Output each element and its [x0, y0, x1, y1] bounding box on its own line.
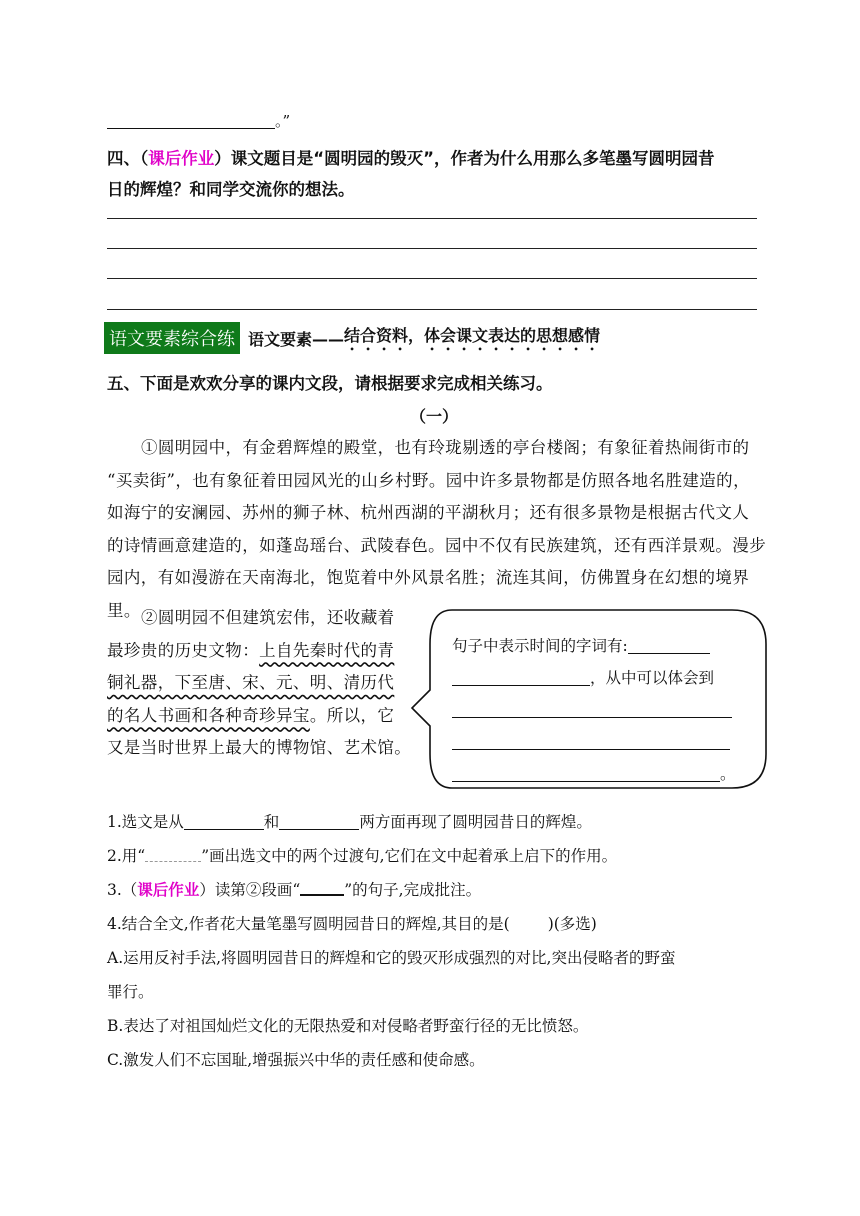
paragraph-line: ①圆明园中，有金碧辉煌的殿堂，也有玲珑剔透的亭台楼阁；有象征着热闹街市的 [141, 438, 750, 457]
answer-line-3[interactable] [107, 278, 757, 279]
question-1 [107, 805, 767, 839]
wavy-underlined-text: 的名人书画和各种奇珍异宝 [107, 705, 310, 725]
answer-line-4[interactable] [107, 309, 757, 310]
bubble-line-1 [452, 630, 742, 662]
question-text: 2.用“ [107, 847, 146, 865]
answer-blank[interactable] [452, 763, 720, 782]
question-text: )(多选) [547, 915, 597, 933]
homework-tag: 课后作业 [148, 149, 215, 168]
answer-blank[interactable] [279, 811, 359, 830]
section-emphasis: 结合资料，体会课文表达的思想感情 [344, 325, 601, 345]
paragraph-line: “买卖街”，也有象征着田园风光的山乡村野。园中许多景物都是仿照各地名胜建造的， [107, 470, 750, 490]
paren-close: ） [214, 149, 231, 168]
question-4 [107, 143, 767, 205]
passage-paragraph-2 [107, 602, 417, 765]
question-5-title: 五、下面是欢欢分享的课内文段，请根据要求完成相关练习。 [107, 374, 553, 393]
paragraph-line: 的诗情画意建造的，如蓬岛瑶台、武陵春色。园中不仅有民族建筑，还有西洋景观。漫步 [107, 535, 767, 555]
answer-blank[interactable] [184, 811, 264, 830]
question-text: 和 [263, 813, 280, 831]
answer-blank[interactable] [452, 667, 590, 686]
question-text: ”的句子,完成批注。 [344, 881, 482, 899]
option-a-continued: 罪行。 [107, 983, 154, 1001]
question-text: 课文题目是“圆明园的毁灭”，作者为什么用那么多笔墨写圆明园昔 [230, 149, 715, 168]
answer-blank[interactable] [452, 699, 732, 718]
question-4-line-1 [107, 143, 767, 174]
paragraph-line: ②圆明园不但建筑宏伟，还收藏着 [141, 608, 395, 627]
passage-subtitle: （一） [410, 407, 459, 426]
answer-blank[interactable] [628, 635, 710, 654]
option-b: B.表达了对祖国灿烂文化的无限热爱和对侵略者野蛮行径的无比愤怒。 [107, 1017, 589, 1035]
question-list [107, 805, 767, 1077]
question-text: 1.选文是从 [107, 813, 184, 831]
paragraph-line: 园内，有如漫游在天南海北，饱览着中外风景名胜；流连其间，仿佛置身在幻想的境界里。 [107, 568, 750, 620]
answer-line-2[interactable] [107, 248, 757, 249]
section-badge: 语文要素综合练 [104, 322, 240, 354]
bubble-line-2 [452, 662, 742, 694]
answer-line-1[interactable] [107, 218, 757, 219]
option-a: A.运用反衬手法,将圆明园昔日的辉煌和它的毁灭形成强烈的对比,突出侵略者的野蛮 [107, 949, 676, 967]
paragraph-line: 如海宁的安澜园、苏州的狮子林、杭州西湖的平湖秋月；还有很多景物是根据古代文人 [107, 503, 750, 522]
answer-blank[interactable] [452, 731, 730, 750]
text-span: 。所以，它 [309, 705, 395, 725]
paragraph-line [107, 635, 417, 668]
bubble-prompt: ，从中可以体会到 [590, 669, 715, 687]
question-text: 两方面再现了圆明园昔日的辉煌。 [359, 813, 592, 831]
top-line-suffix: 。” [275, 112, 291, 130]
homework-tag: 课后作业 [137, 881, 200, 899]
question-3 [107, 873, 767, 907]
wavy-line-sample [300, 880, 344, 896]
question-text: 3.（ [107, 881, 138, 899]
question-4-line-2: 日的辉煌？和同学交流你的想法。 [107, 180, 355, 199]
question-4-choice [107, 907, 767, 941]
section-header [104, 322, 600, 354]
bubble-prompt: 句子中表示时间的字词有: [452, 637, 628, 655]
underline-sample [145, 847, 201, 862]
section-prefix: 语文要素—— [248, 329, 345, 349]
paragraph-line [107, 700, 417, 733]
option-c: C.激发人们不忘国耻,增强振兴中华的责任感和使命感。 [107, 1051, 485, 1069]
top-answer-row [107, 110, 290, 131]
answer-blank[interactable] [107, 110, 275, 129]
bubble-line-3 [452, 694, 742, 726]
question-text: ）读第②段画“ [199, 881, 301, 899]
paren-open: （ [140, 149, 149, 168]
paragraph-line: 又是当时世界上最大的博物馆、艺术馆。 [107, 738, 412, 757]
wavy-underlined-text: 上自先秦时代的青 [259, 640, 395, 660]
bubble-line-4 [452, 726, 742, 758]
passage-paragraph-1 [107, 432, 767, 627]
bubble-end: 。 [720, 765, 736, 783]
question-text: 4.结合全文,作者花大量笔墨写圆明园昔日的辉煌,其目的是( [107, 915, 510, 933]
question-text: ”画出选文中的两个过渡句,它们在文中起着承上启下的作用。 [201, 847, 618, 865]
wavy-underlined-text: 铜礼器，下至唐、宋、元、明、清历代 [107, 673, 395, 692]
bubble-line-5 [452, 758, 742, 790]
question-2 [107, 839, 767, 873]
question-number: 四、 [107, 149, 140, 168]
text-span: 最珍贵的历史文物： [107, 640, 260, 660]
bubble-content [452, 630, 742, 790]
